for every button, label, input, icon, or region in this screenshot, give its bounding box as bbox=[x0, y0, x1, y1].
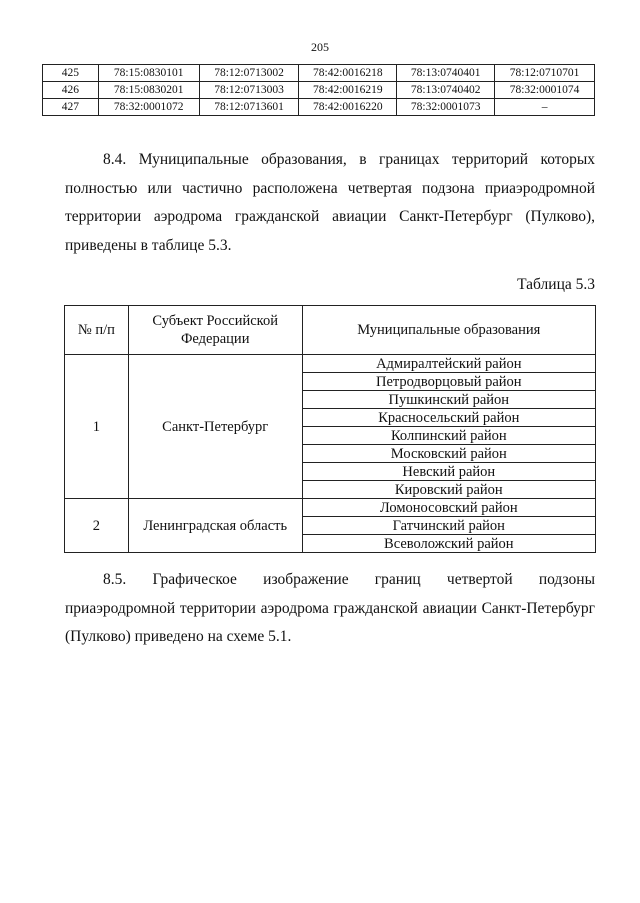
cadastral-number-cell: 78:13:0740401 bbox=[397, 65, 495, 82]
district-name: Петродворцовый район bbox=[302, 373, 595, 391]
district-name: Невский район bbox=[302, 463, 595, 481]
table-caption: Таблица 5.3 bbox=[517, 276, 595, 293]
cadastral-number-cell: 78:32:0001074 bbox=[495, 82, 595, 99]
district-name: Кировский район bbox=[302, 481, 595, 499]
table-row bbox=[65, 499, 596, 517]
table-row bbox=[43, 65, 595, 82]
district-name: Красносельский район bbox=[302, 409, 595, 427]
row-number-cell: 426 bbox=[43, 82, 99, 99]
cadastral-number-cell: 78:13:0740402 bbox=[397, 82, 495, 99]
municipalities-table bbox=[64, 305, 596, 553]
cadastral-number-cell: – bbox=[495, 99, 595, 116]
district-name: Пушкинский район bbox=[302, 391, 595, 409]
paragraph-8-5-text: 8.5. Графическое изображение границ четвертой подзоны приаэродромной территории аэродрома гражданской авиации Санкт-Петербург (Пулково) приведено на схеме 5.1. bbox=[65, 571, 595, 645]
cadastral-number-cell: 78:32:0001073 bbox=[397, 99, 495, 116]
cadastral-number-cell: 78:12:0710701 bbox=[495, 65, 595, 82]
cadastral-number-cell: 78:15:0830201 bbox=[98, 82, 199, 99]
district-name: Московский район bbox=[302, 445, 595, 463]
header-subject: Субъект Российской Федерации bbox=[128, 306, 302, 355]
table-header-row bbox=[65, 306, 596, 355]
subject-name: Ленинградская область bbox=[128, 499, 302, 553]
subject-name: Санкт-Петербург bbox=[128, 355, 302, 499]
group-number: 2 bbox=[65, 499, 129, 553]
paragraph-8-4 bbox=[65, 146, 595, 260]
district-name: Ломоносовский район bbox=[302, 499, 595, 517]
cadastral-number-cell: 78:42:0016218 bbox=[299, 65, 397, 82]
group-number: 1 bbox=[65, 355, 129, 499]
cadastral-number-cell: 78:12:0713003 bbox=[199, 82, 299, 99]
table-row bbox=[43, 82, 595, 99]
cadastral-table bbox=[42, 64, 595, 116]
row-number-cell: 425 bbox=[43, 65, 99, 82]
district-name: Всеволожский район bbox=[302, 535, 595, 553]
cadastral-number-cell: 78:12:0713002 bbox=[199, 65, 299, 82]
district-name: Колпинский район bbox=[302, 427, 595, 445]
paragraph-8-5 bbox=[65, 566, 595, 652]
header-municipalities: Муниципальные образования bbox=[302, 306, 595, 355]
cadastral-number-cell: 78:42:0016220 bbox=[299, 99, 397, 116]
table-row bbox=[65, 355, 596, 373]
page-number: 205 bbox=[311, 40, 329, 54]
cadastral-number-cell: 78:42:0016219 bbox=[299, 82, 397, 99]
row-number-cell: 427 bbox=[43, 99, 99, 116]
cadastral-number-cell: 78:15:0830101 bbox=[98, 65, 199, 82]
header-number: № п/п bbox=[65, 306, 129, 355]
district-name: Гатчинский район bbox=[302, 517, 595, 535]
table-row bbox=[43, 99, 595, 116]
cadastral-number-cell: 78:12:0713601 bbox=[199, 99, 299, 116]
paragraph-8-4-text: 8.4. Муниципальные образования, в границах территорий которых полностью или частично расположена четвертая подзона приаэродромной территории аэродрома гражданской авиации Санкт-Петербург (Пулково), приведены в таблице 5.3. bbox=[65, 151, 595, 254]
cadastral-number-cell: 78:32:0001072 bbox=[98, 99, 199, 116]
district-name: Адмиралтейский район bbox=[302, 355, 595, 373]
